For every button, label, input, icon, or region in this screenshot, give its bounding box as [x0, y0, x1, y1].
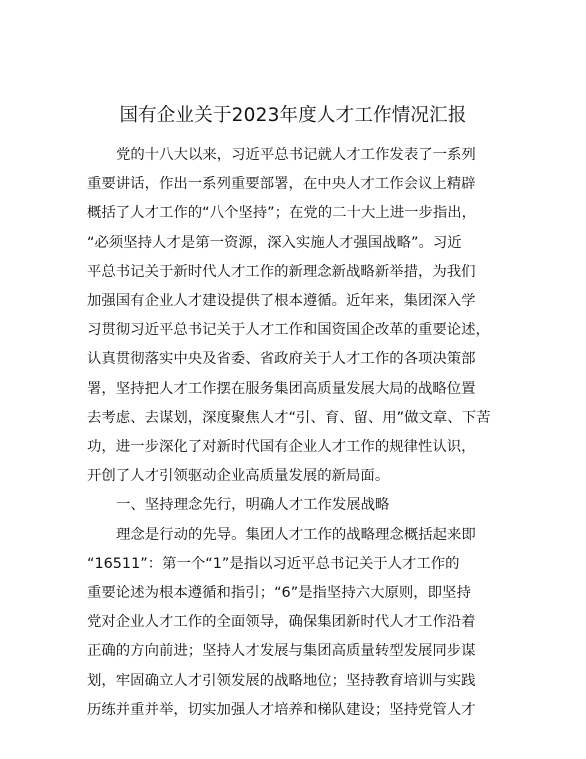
paragraph-line: 开创了人才引领驱动企业高质量发展的新局面。	[87, 468, 390, 485]
document-title: 国有企业关于2023年度人才工作情况汇报	[119, 105, 467, 126]
paragraph-line: 重要论述为根本遵循和指引；“6”是指坚持六大原则，即坚持	[87, 585, 471, 602]
paragraph-line: 党的十八大以来，习近平总书记就人才工作发表了一系列	[116, 147, 476, 163]
paragraph-line: 概括了人才工作的“八个坚持”；在党的二十大上进一步指出，	[87, 205, 477, 222]
paragraph-line: 认真贯彻落实中央及省委、省政府关于人才工作的各项决策部	[87, 351, 476, 368]
paragraph-line: “必须坚持人才是第一资源，深入实施人才强国战略”。习近	[87, 234, 462, 251]
paragraph-line: 正确的方向前进；坚持人才发展与集团高质量转型发展同步谋	[87, 643, 476, 660]
paragraph-line: 加强国有企业人才建设提供了根本遵循。近年来，集团深入学	[87, 293, 476, 310]
paragraph-line: 署，坚持把人才工作摆在服务集团高质量发展大局的战略位置	[87, 380, 476, 397]
document-body	[87, 141, 507, 725]
paragraph-line: 重要讲话，作出一系列重要部署，在中央人才工作会议上精辟	[87, 176, 476, 193]
paragraph-line: 平总书记关于新时代人才工作的新理念新战略新举措，为我们	[87, 263, 476, 280]
section-heading: 一、坚持理念先行，明确人才工作发展战略	[116, 497, 390, 514]
paragraph-line: 功，进一步深化了对新时代国有企业人才工作的规律性认识，	[87, 439, 476, 456]
paragraph-line: 习贯彻习近平总书记关于人才工作和国资国企改革的重要论述，	[87, 322, 490, 339]
paragraph-line: 理念是行动的先导。集团人才工作的战略理念概括起来即	[116, 526, 476, 543]
paragraph-line: 党对企业人才工作的全面领导，确保集团新时代人才工作沿着	[87, 614, 476, 631]
paragraph-line: 历练并重并举，切实加强人才培养和梯队建设；坚持党管人才	[87, 701, 476, 718]
paragraph-line: 划，牢固确立人才引领发展的战略地位；坚持教育培训与实践	[87, 672, 476, 689]
paragraph-line: “16511”：第一个“1”是指以习近平总书记关于人才工作的	[87, 555, 460, 572]
paragraph-line: 去考虑、去谋划，深度聚焦人才“引、育、留、用”做文章、下苦	[87, 409, 491, 426]
